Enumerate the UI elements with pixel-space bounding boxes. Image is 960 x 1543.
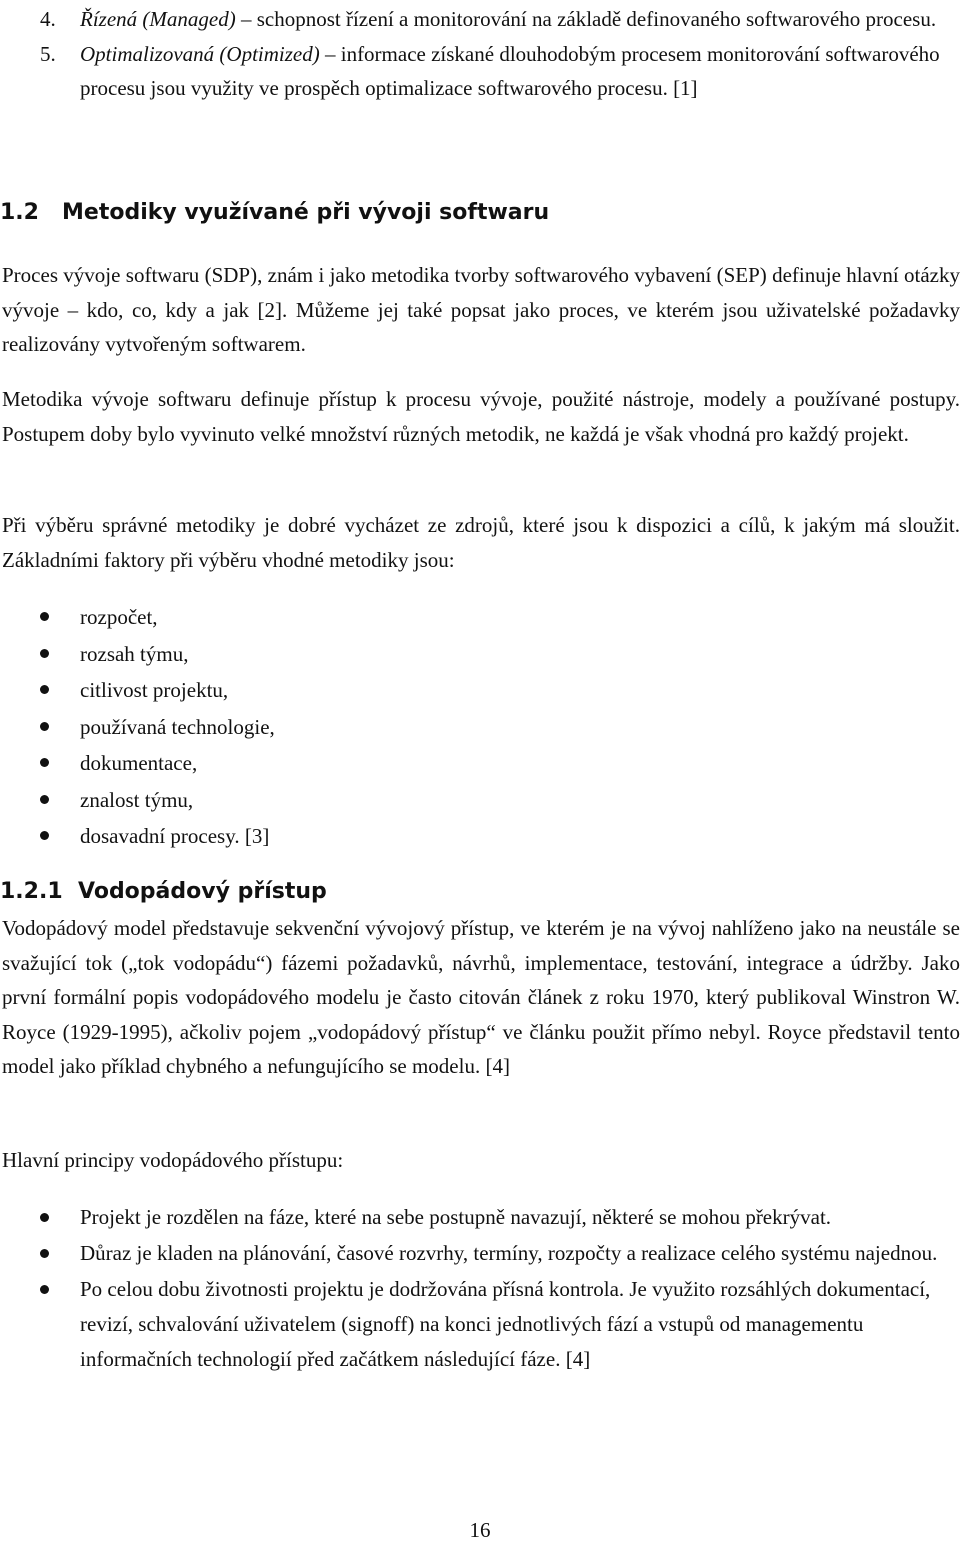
section-number: 1.2.1 xyxy=(0,879,63,904)
list-item xyxy=(0,37,960,106)
section-heading-1-2-1 xyxy=(0,877,327,907)
list-item xyxy=(0,745,960,782)
section-title: Metodiky využívané při vývoji softwaru xyxy=(62,200,550,225)
list-item xyxy=(0,709,960,746)
list-item xyxy=(0,1272,960,1377)
paragraph: Při výběru správné metodiky je dobré vycházet ze zdrojů, které jsou k dispozici a cílů, k jakým má sloužit. Základními faktory při výběru vhodné metodiky jsou: xyxy=(2,513,960,572)
list-item xyxy=(0,672,960,709)
paragraph: Vodopádový model představuje sekvenční vývojový přístup, ve kterém je na vývoj nahlíženo jako na neustále se svažující tok („tok vodopádu“) fázemi požadavků, návrhů, implementace, testování, integrace a údržby. Jako první formální popis vodopádového modelu je často citován článek z roku 1970, který publikoval Winstron W. Royce (1929-1995), ačkoliv pojem „vodopádový přístup“ ve článku použit přímo nebyl. Royce představil tento model jako příklad chybného a nefungujícího se modelu. [4] xyxy=(2,916,960,1078)
list-item xyxy=(0,599,960,636)
section-title: Vodopádový přístup xyxy=(78,879,327,904)
page-number: 16 xyxy=(469,1518,491,1542)
section-number: 1.2 xyxy=(0,200,39,225)
bullet-icon xyxy=(40,612,49,621)
list-item-text: dokumentace, xyxy=(80,751,198,775)
list-item-text: rozpočet, xyxy=(80,605,158,629)
list-item xyxy=(0,2,960,37)
methodology-factors-list xyxy=(0,599,960,855)
list-item xyxy=(0,636,960,673)
bullet-icon xyxy=(40,649,49,658)
list-item-text: znalost týmu, xyxy=(80,787,194,812)
paragraph: Metodika vývoje softwaru definuje přístup k procesu vývoje, použité nástroje, modely a používané postupy. Postupem doby bylo vyvinuto velké množství různých metodik, ne každá je však vhodná pro každý projekt. xyxy=(2,387,960,446)
bullet-icon xyxy=(40,758,49,767)
list-item xyxy=(0,1236,960,1271)
list-item xyxy=(0,818,960,855)
list-number: 5. xyxy=(40,41,56,66)
bullet-icon xyxy=(40,795,49,804)
maturity-level-list xyxy=(0,2,960,106)
list-number: 4. xyxy=(40,7,56,31)
list-item xyxy=(0,782,960,819)
level-description: – schopnost řízení a monitorování na základě definovaného softwarového procesu. xyxy=(235,7,937,31)
bullet-icon xyxy=(40,722,49,731)
list-item-text: Důraz je kladen na plánování, časové rozvrhy, termíny, rozpočty a realizace celého systému najednou. xyxy=(80,1241,938,1265)
section-heading-1-2 xyxy=(0,198,549,228)
list-item-text: Po celou dobu životnosti projektu je dodržována přísná kontrola. Je využito rozsáhlých dokumentací, revizí, schvalování uživatelem (signoff) na konci jednotlivých fází a vstupů od managementu informačních technologií před začátkem následující fáze. [4] xyxy=(80,1277,931,1371)
list-item-text: citlivost projektu, xyxy=(80,678,229,702)
level-name: Řízená (Managed) xyxy=(80,7,236,31)
bullet-icon xyxy=(40,685,49,694)
list-item-text: používaná technologie, xyxy=(80,714,275,739)
bullet-icon xyxy=(40,1249,49,1258)
list-item-text: rozsah týmu, xyxy=(80,641,189,666)
bullet-icon xyxy=(40,831,49,840)
paragraph: Hlavní principy vodopádového přístupu: xyxy=(2,1148,344,1172)
waterfall-principles-list xyxy=(0,1200,960,1377)
list-item xyxy=(0,1200,960,1235)
paragraph: Proces vývoje softwaru (SDP), znám i jako metodika tvorby softwarového vybavení (SEP) definuje hlavní otázky vývoje – kdo, co, kdy a jak [2]. Můžeme jej také popsat jako proces, ve kterém jsou uživatelské požadavky realizovány vytvořeným softwarem. xyxy=(2,263,960,356)
bullet-icon xyxy=(40,1285,49,1294)
list-item-text: Projekt je rozdělen na fáze, které na sebe postupně navazují, některé se mohou překrývat. xyxy=(80,1205,832,1229)
level-description: – informace získané dlouhodobým procesem monitorování softwarového procesu jsou využity ve prospěch optimalizace softwarového procesu. [1] xyxy=(80,41,940,100)
level-name: Optimalizovaná (Optimized) xyxy=(80,41,320,66)
list-item-text: dosavadní procesy. [3] xyxy=(80,824,270,848)
bullet-icon xyxy=(40,1213,49,1222)
